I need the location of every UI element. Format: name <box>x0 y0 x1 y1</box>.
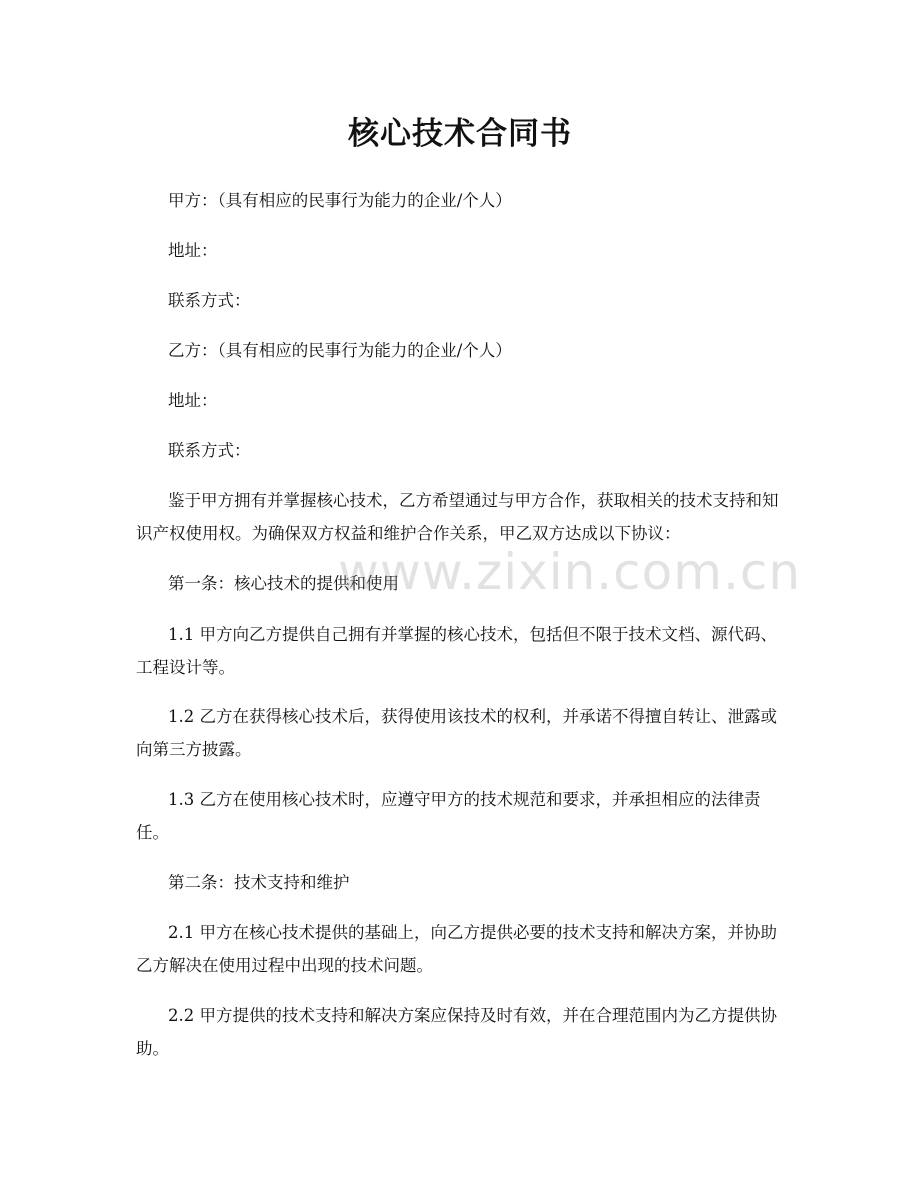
party-a-line: 甲方：（具有相应的民事行为能力的企业/个人） <box>168 191 512 210</box>
document-title: 核心技术合同书 <box>348 116 572 152</box>
article-1-heading: 第一条：核心技术的提供和使用 <box>168 574 399 593</box>
clause-2-2: 2.2 甲方提供的技术支持和解决方案应保持及时有效，并在合理范围内为乙方提供协助。 <box>136 1006 777 1058</box>
clause-1-3: 1.3 乙方在使用核心技术时，应遵守甲方的技术规范和要求，并承担相应的法律责任。 <box>136 790 761 842</box>
clause-1-2: 1.2 乙方在获得核心技术后，获得使用该技术的权利，并承诺不得擅自转让、泄露或向第三方披露。 <box>136 707 777 759</box>
party-b-address: 地址： <box>168 391 218 410</box>
party-b-line: 乙方：（具有相应的民事行为能力的企业/个人） <box>168 341 512 360</box>
article-2-heading: 第二条：技术支持和维护 <box>168 873 350 892</box>
party-a-contact: 联系方式： <box>168 291 251 310</box>
clause-1-1: 1.1 甲方向乙方提供自己拥有并掌握的核心技术，包括但不限于技术文档、源代码、工程设计等。 <box>136 625 777 677</box>
clause-2-1: 2.1 甲方在核心技术提供的基础上，向乙方提供必要的技术支持和解决方案，并协助乙方解决在使用过程中出现的技术问题。 <box>136 923 777 975</box>
party-a-address: 地址： <box>168 241 218 260</box>
preamble-paragraph: 鉴于甲方拥有并掌握核心技术，乙方希望通过与甲方合作，获取相关的技术支持和知识产权使用权。为确保双方权益和维护合作关系，甲乙双方达成以下协议： <box>136 491 779 543</box>
watermark: www.zixin.com.cn <box>338 543 802 601</box>
party-b-contact: 联系方式： <box>168 441 251 460</box>
